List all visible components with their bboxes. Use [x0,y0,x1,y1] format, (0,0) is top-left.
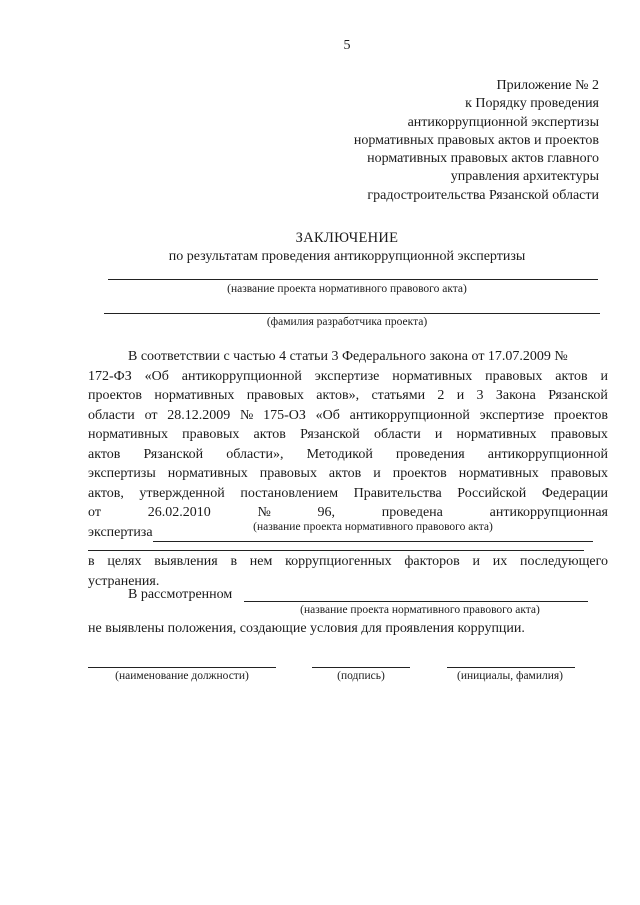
position-caption: (наименование должности) [115,670,249,682]
project-name-caption: (название проекта нормативного правового акта) [227,283,467,295]
appendix-line: Приложение № 2 [496,78,599,93]
body-line: области от 28.12.2009 № 175-ОЗ «Об антикоррупционной экспертизе проектов [88,407,608,423]
appendix-line: нормативных правовых актов и проектов [353,132,599,148]
body-line: актов, утвержденной постановлением Правительства Российской Федерации [88,485,608,501]
body-line: 172-ФЗ «Об антикоррупционной экспертизе нормативных правовых актов и [88,368,608,384]
document-subtitle: по результатам проведения антикоррупционной экспертизы [168,249,526,264]
body-line: В соответствии с частью 4 статьи 3 Федерального закона от 17.07.2009 № [128,349,568,364]
signature-caption: (подпись) [337,670,385,682]
body-line: экспертизы нормативных правовых актов и проектов нормативных правовых [88,466,608,481]
initials-blank-line [447,667,575,668]
appendix-line: антикоррупционной экспертизы [407,114,599,130]
project-name-blank-line-3 [244,601,588,602]
appendix-line: нормативных правовых актов главного [367,151,599,167]
project-name-caption-2: (название проекта нормативного правового акта) [253,521,493,533]
initials-caption: (инициалы, фамилия) [456,670,564,682]
continuation-blank-line [88,550,584,551]
page-number: 5 [343,38,351,53]
project-name-blank-line [108,279,598,280]
appendix-line: градостроительства Рязанской области [367,187,599,203]
signature-blank-line [312,667,410,668]
body-line: актов Рязанской области», Методикой проведения антикоррупционной [88,446,608,462]
body-line: нормативных правовых актов Рязанской области и нормативных правовых [88,427,608,442]
appendix-line: управления архитектуры [450,169,599,185]
body-paragraph [88,347,608,542]
conclusion-text: не выявлены положения, создающие условия для проявления коррупции. [88,621,525,636]
body-line: устранения. [88,573,160,589]
body-line: проектов нормативных правовых актов», статьями 2 и 3 Закона Рязанской [88,388,608,403]
document-title: ЗАКЛЮЧЕНИЕ [295,230,399,246]
appendix-header [354,77,599,205]
body-line: в целях выявления в нем коррупциогенных факторов и их последующего [88,554,608,569]
appendix-line: к Порядку проведения [465,96,599,112]
developer-name-caption: (фамилия разработчика проекта) [266,316,428,328]
body-line: от 26.02.2010 № 96, проведена антикоррупционная [88,505,608,520]
body-line: экспертиза [88,523,608,543]
developer-name-blank-line [104,313,600,314]
purpose-paragraph [88,552,608,591]
position-blank-line [88,667,276,668]
reviewed-label: В рассмотренном [128,587,233,602]
project-name-caption-3: (название проекта нормативного правового акта) [300,604,540,616]
